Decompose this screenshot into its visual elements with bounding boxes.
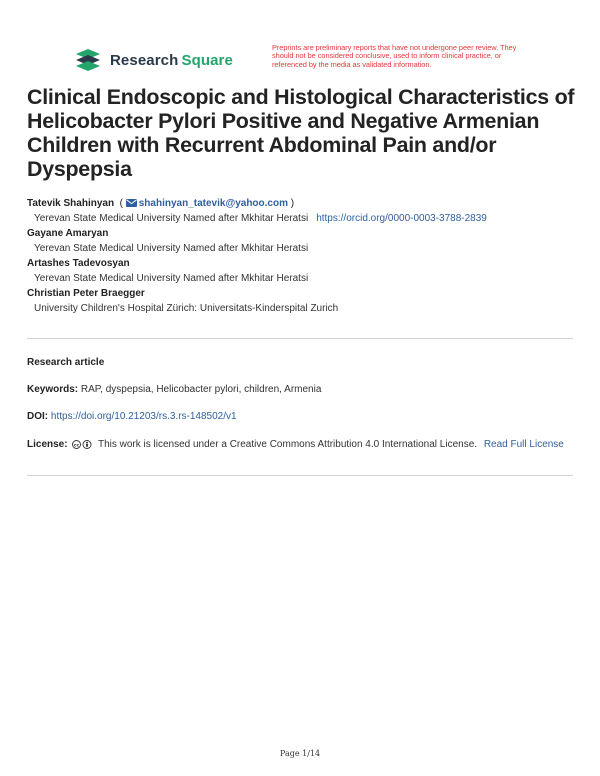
author-email-link[interactable]: shahinyan_tatevik@yahoo.com bbox=[126, 198, 288, 209]
author-name: Gayane Amaryan bbox=[27, 228, 109, 239]
license-text: This work is licensed under a Creative Commons Attribution 4.0 International License. bbox=[97, 439, 478, 450]
read-full-license-link[interactable]: Read Full License bbox=[483, 439, 564, 450]
doi-label: DOI: bbox=[27, 411, 49, 422]
author-list bbox=[27, 196, 575, 316]
brand-name: Research Square bbox=[110, 51, 233, 69]
svg-text:cc: cc bbox=[74, 443, 80, 449]
keywords-label: Keywords: bbox=[27, 384, 79, 395]
author-entry: Tatevik Shahinyan ( shahinyan_tatevik@yahoo.com ) bbox=[27, 198, 295, 209]
keywords bbox=[27, 382, 573, 397]
creative-commons-icon bbox=[72, 439, 93, 454]
orcid-link[interactable]: https://orcid.org/0000-0003-3788-2839 bbox=[316, 213, 487, 224]
doi bbox=[27, 409, 573, 424]
header bbox=[0, 44, 600, 78]
author-affiliation: University Children's Hospital Zürich: Universitats-Kinderspital Zurich bbox=[34, 303, 339, 314]
page-number: Page 1/14 bbox=[279, 749, 321, 758]
paper-title: Clinical Endoscopic and Histological Characteristics of Helicobacter Pylori Positive and Negative Armenian Children with Recurrent Abdominal Pain and/or Dyspepsia bbox=[27, 85, 575, 181]
author-affiliation: Yerevan State Medical University Named after Mkhitar Heratsi bbox=[34, 243, 309, 254]
author-name: Tatevik Shahinyan bbox=[27, 198, 115, 209]
section-divider bbox=[27, 338, 573, 339]
doi-link[interactable]: https://doi.org/10.21203/rs.3.rs-148502/v1 bbox=[50, 411, 237, 422]
author-affiliation: Yerevan State Medical University Named after Mkhitar Heratsi bbox=[34, 273, 309, 284]
author-name: Artashes Tadevosyan bbox=[27, 258, 130, 269]
research-square-logo-icon bbox=[74, 48, 104, 72]
author-name: Christian Peter Braegger bbox=[27, 288, 145, 299]
license bbox=[27, 437, 573, 454]
section-divider bbox=[27, 475, 573, 476]
article-type: Research article bbox=[27, 357, 105, 368]
author-affiliation: Yerevan State Medical University Named after Mkhitar Heratsi https://orcid.org/0000-0003-3788-2839 bbox=[34, 213, 487, 224]
keywords-value: RAP, dyspepsia, Helicobacter pylori, children, Armenia bbox=[80, 384, 322, 395]
research-square-logo[interactable] bbox=[74, 48, 233, 72]
license-label: License: bbox=[27, 439, 68, 450]
preprint-notice: Preprints are preliminary reports that have not undergone peer review. They should not be considered conclusive, used to inform clinical practice, or referenced by the media as validated information. bbox=[272, 43, 517, 69]
mail-icon bbox=[126, 199, 137, 207]
